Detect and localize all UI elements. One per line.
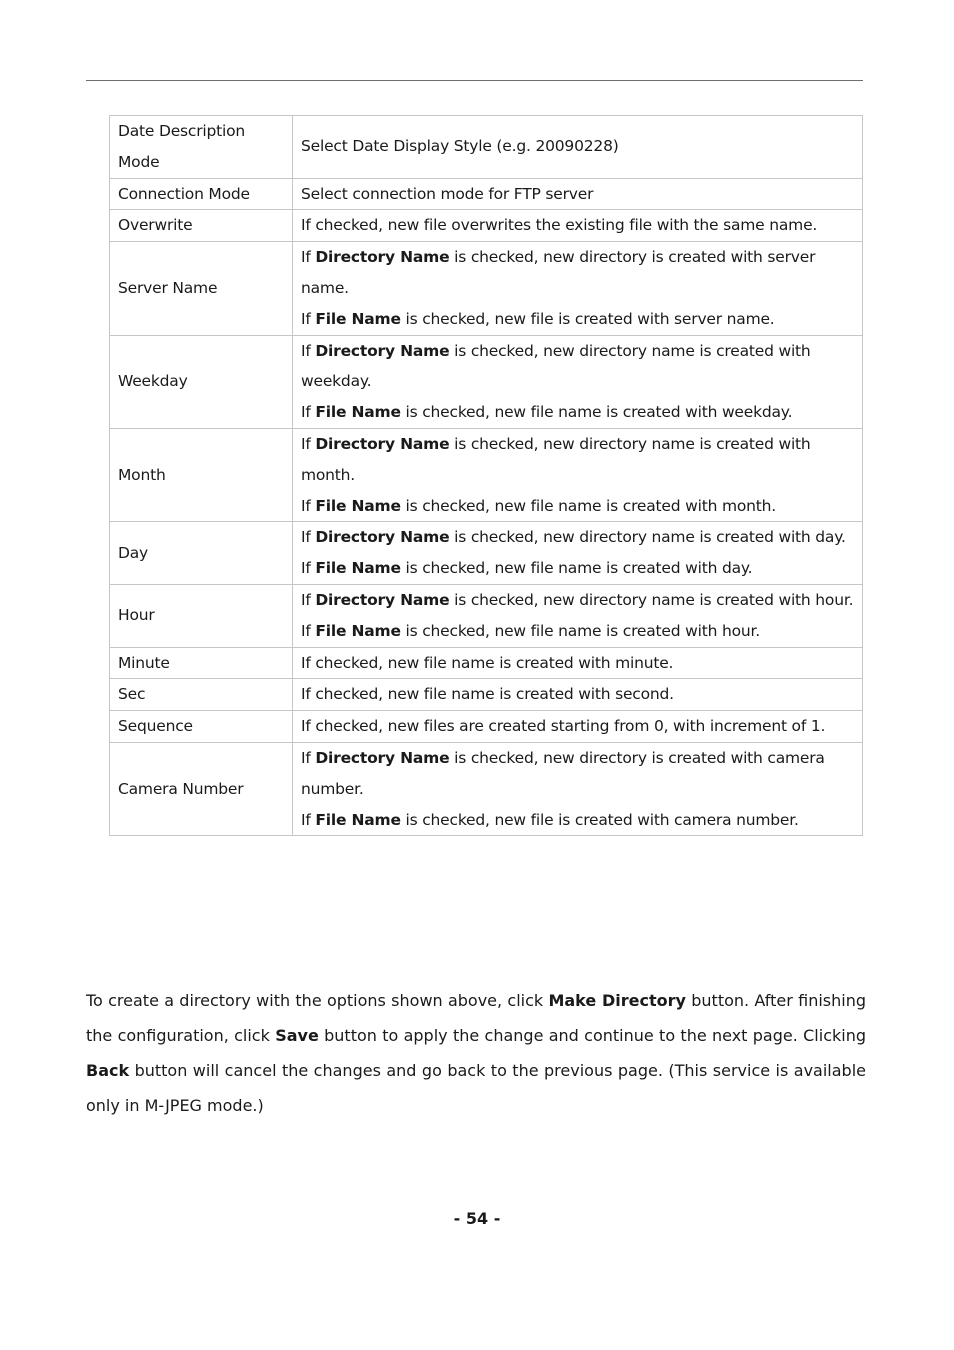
table-row: [110, 584, 863, 647]
table-row: [110, 647, 863, 679]
option-description: [293, 522, 863, 585]
page-number: - 54 -: [453, 1209, 501, 1228]
directory-name-rule: If Directory Name is checked, new directory name is created with day.: [301, 528, 846, 547]
file-name-term: File Name: [315, 621, 401, 640]
table-row: [110, 116, 863, 179]
directory-name-term: Directory Name: [315, 341, 450, 360]
option-name-line-2: Mode: [118, 152, 160, 171]
file-name-term: File Name: [315, 559, 401, 578]
header-rule: [86, 80, 863, 81]
directory-name-term: Directory Name: [315, 434, 450, 453]
option-description: If checked, new file overwrites the existing file with the same name.: [293, 210, 863, 242]
option-description: If checked, new file name is created with minute.: [293, 647, 863, 679]
file-name-rule: If File Name is checked, new file is created with camera number.: [301, 810, 799, 829]
file-name-term: File Name: [315, 810, 401, 829]
option-description: Select Date Display Style (e.g. 20090228): [293, 116, 863, 179]
directory-name-term: Directory Name: [315, 590, 450, 609]
option-name: Month: [110, 428, 293, 521]
make-directory-term: Make Directory: [548, 991, 686, 1010]
option-name: Server Name: [110, 242, 293, 335]
directory-name-rule: If Directory Name is checked, new directory name is created with weekday.: [301, 341, 811, 391]
table-row: [110, 178, 863, 210]
instructions-paragraph: To create a directory with the options shown above, click Make Directory button. After finishing the configuration, click Save button to apply the change and continue to the next page. Clicking Back button will cancel the changes and go back to the previous page. (This service is available only in M-JPEG mode.): [86, 991, 867, 1115]
option-name: [110, 116, 293, 179]
table-row: [110, 711, 863, 743]
file-name-rule: If File Name is checked, new file name is created with weekday.: [301, 403, 793, 422]
table-row: [110, 679, 863, 711]
table-row: [110, 210, 863, 242]
option-name: Sec: [110, 679, 293, 711]
option-description: [293, 428, 863, 521]
option-description: If checked, new file name is created with second.: [293, 679, 863, 711]
option-name: Weekday: [110, 335, 293, 428]
directory-name-rule: If Directory Name is checked, new directory is created with camera number.: [301, 748, 825, 798]
file-name-rule: If File Name is checked, new file name is created with day.: [301, 559, 753, 578]
file-name-term: File Name: [315, 496, 401, 515]
option-name: Sequence: [110, 711, 293, 743]
option-name: Day: [110, 522, 293, 585]
file-name-term: File Name: [315, 309, 401, 328]
table-row: [110, 742, 863, 835]
option-description: [293, 742, 863, 835]
directory-name-rule: If Directory Name is checked, new directory name is created with hour.: [301, 590, 854, 609]
option-name: Overwrite: [110, 210, 293, 242]
file-name-term: File Name: [315, 403, 401, 422]
option-name: Connection Mode: [110, 178, 293, 210]
table-row: [110, 335, 863, 428]
option-name: Camera Number: [110, 742, 293, 835]
option-description: Select connection mode for FTP server: [293, 178, 863, 210]
back-term: Back: [86, 1061, 130, 1080]
file-name-rule: If File Name is checked, new file is created with server name.: [301, 309, 775, 328]
option-description: [293, 335, 863, 428]
directory-name-term: Directory Name: [315, 748, 450, 767]
option-name: Hour: [110, 584, 293, 647]
directory-name-term: Directory Name: [315, 248, 450, 267]
file-name-rule: If File Name is checked, new file name is created with hour.: [301, 621, 760, 640]
table-row: [110, 242, 863, 335]
file-name-rule: If File Name is checked, new file name is created with month.: [301, 496, 776, 515]
save-term: Save: [275, 1026, 319, 1045]
option-name: Minute: [110, 647, 293, 679]
table-row: [110, 428, 863, 521]
directory-name-rule: If Directory Name is checked, new directory is created with server name.: [301, 248, 816, 297]
option-description: [293, 242, 863, 335]
option-name-line-1: Date Description: [118, 122, 246, 140]
directory-name-rule: If Directory Name is checked, new directory name is created with month.: [301, 434, 811, 484]
ftp-options-table: [109, 115, 863, 836]
directory-name-term: Directory Name: [315, 528, 450, 547]
table-row: [110, 522, 863, 585]
option-description: If checked, new files are created starting from 0, with increment of 1.: [293, 711, 863, 743]
option-description: [293, 584, 863, 647]
